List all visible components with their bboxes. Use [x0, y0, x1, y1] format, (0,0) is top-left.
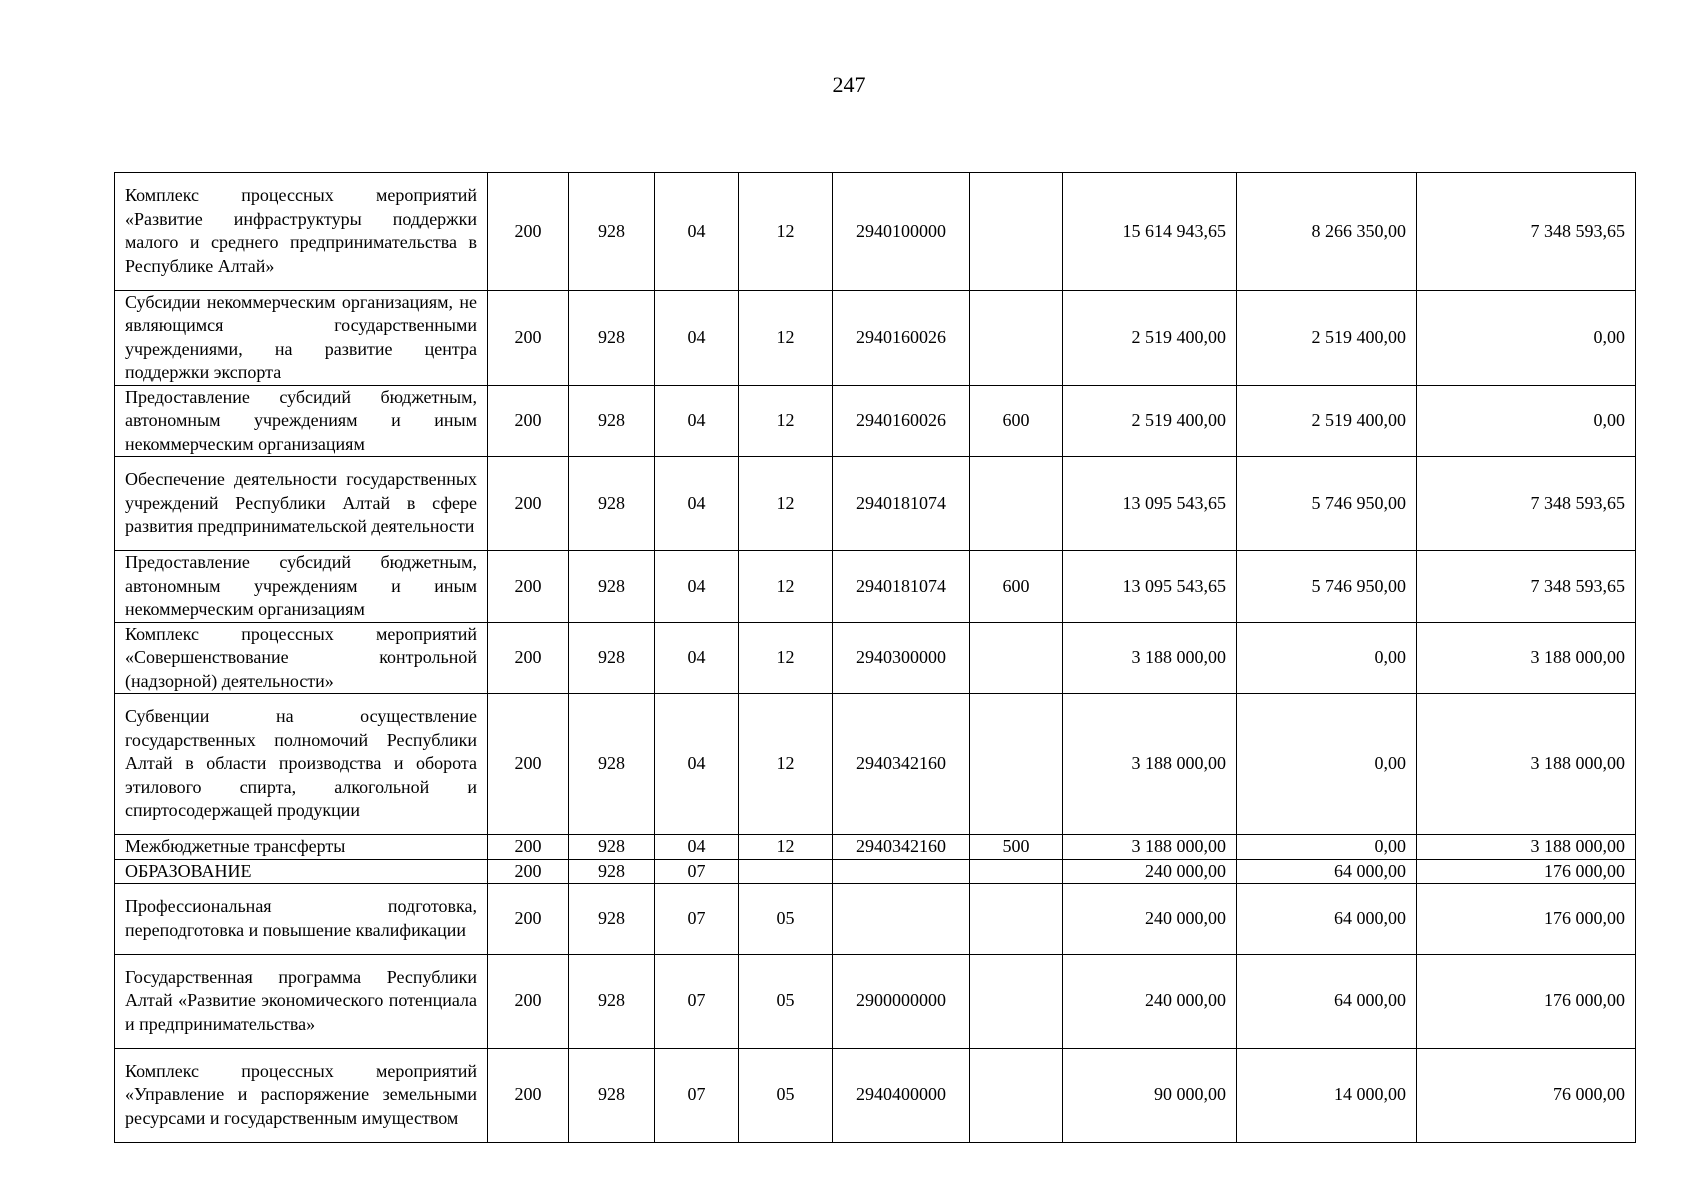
row-name-cell: [115, 694, 488, 835]
amount-regional-cell: 176 000,00: [1417, 859, 1636, 884]
code-cell-2: 928: [569, 551, 655, 623]
row-name-text: Субсидии некоммерческим организациям, не являющимся государственными учреждениями, на развитие центра поддержки экспорта: [125, 291, 477, 382]
table-row: [115, 622, 1636, 694]
row-name-cell: [115, 551, 488, 623]
amount-regional-cell: 176 000,00: [1417, 884, 1636, 955]
code-cell-2: 928: [569, 457, 655, 551]
row-name-cell: [115, 290, 488, 385]
expense-type-cell: [970, 622, 1063, 694]
table-row: [115, 290, 1636, 385]
amount-total-cell: 13 095 543,65: [1063, 551, 1237, 623]
subsection-cell: 05: [739, 884, 833, 955]
table-row: [115, 457, 1636, 551]
amount-federal-cell: 5 746 950,00: [1237, 551, 1417, 623]
subsection-cell: 12: [739, 385, 833, 457]
row-name-cell: [115, 1048, 488, 1142]
expense-type-cell: [970, 290, 1063, 385]
row-name-text: Предоставление субсидий бюджетным, автономным учреждениям и иным некоммерческим организациям: [125, 552, 477, 619]
row-name-text: Профессиональная подготовка, переподготовка и повышение квалификации: [125, 896, 477, 940]
target-article-cell: [833, 859, 970, 884]
expense-type-cell: 500: [970, 835, 1063, 860]
section-cell: 07: [655, 1048, 739, 1142]
section-cell: 04: [655, 622, 739, 694]
expense-type-cell: 600: [970, 385, 1063, 457]
target-article-cell: 2940100000: [833, 173, 970, 291]
amount-federal-cell: 14 000,00: [1237, 1048, 1417, 1142]
table-body: [115, 173, 1636, 1143]
amount-regional-cell: 0,00: [1417, 290, 1636, 385]
table-row: [115, 694, 1636, 835]
budget-table: [114, 172, 1636, 1143]
row-name-text: Предоставление субсидий бюджетным, автономным учреждениям и иным некоммерческим организациям: [125, 386, 477, 454]
section-cell: 04: [655, 457, 739, 551]
subsection-cell: 12: [739, 835, 833, 860]
row-name-cell: [115, 835, 488, 860]
code-cell-1: 200: [488, 835, 569, 860]
amount-federal-cell: 8 266 350,00: [1237, 173, 1417, 291]
amount-federal-cell: 64 000,00: [1237, 884, 1417, 955]
amount-federal-cell: 2 519 400,00: [1237, 290, 1417, 385]
table-row: [115, 859, 1636, 884]
code-cell-1: 200: [488, 954, 569, 1048]
target-article-cell: [833, 884, 970, 955]
amount-total-cell: 3 188 000,00: [1063, 622, 1237, 694]
expense-type-cell: [970, 694, 1063, 835]
code-cell-1: 200: [488, 859, 569, 884]
amount-regional-cell: 7 348 593,65: [1417, 173, 1636, 291]
target-article-cell: 2940300000: [833, 622, 970, 694]
row-name-cell: [115, 622, 488, 694]
row-name-text: Комплекс процессных мероприятий «Совершенствование контрольной (надзорной) деятельности»: [125, 623, 477, 691]
section-cell: 04: [655, 290, 739, 385]
section-cell: 07: [655, 954, 739, 1048]
code-cell-2: 928: [569, 385, 655, 457]
expense-type-cell: [970, 859, 1063, 884]
subsection-cell: 12: [739, 457, 833, 551]
subsection-cell: 12: [739, 551, 833, 623]
expense-type-cell: [970, 884, 1063, 955]
amount-total-cell: 2 519 400,00: [1063, 385, 1237, 457]
amount-regional-cell: 0,00: [1417, 385, 1636, 457]
table-row: [115, 835, 1636, 860]
table-row: [115, 385, 1636, 457]
code-cell-1: 200: [488, 457, 569, 551]
amount-total-cell: 2 519 400,00: [1063, 290, 1237, 385]
code-cell-1: 200: [488, 1048, 569, 1142]
code-cell-1: 200: [488, 385, 569, 457]
row-name-text: Государственная программа Республики Алтай «Развитие экономического потенциала и предпринимательства»: [125, 966, 477, 1034]
subsection-cell: 12: [739, 290, 833, 385]
expense-type-cell: [970, 457, 1063, 551]
row-name-text: Комплекс процессных мероприятий «Управление и распоряжение земельными ресурсами и государственным имуществом: [125, 1060, 477, 1128]
row-name-cell: [115, 859, 488, 884]
row-name-cell: [115, 457, 488, 551]
code-cell-1: 200: [488, 173, 569, 291]
amount-total-cell: 90 000,00: [1063, 1048, 1237, 1142]
subsection-cell: 12: [739, 173, 833, 291]
code-cell-2: 928: [569, 835, 655, 860]
amount-total-cell: 3 188 000,00: [1063, 835, 1237, 860]
amount-federal-cell: 64 000,00: [1237, 859, 1417, 884]
amount-regional-cell: 3 188 000,00: [1417, 622, 1636, 694]
row-name-text: Межбюджетные трансферты: [125, 836, 346, 856]
amount-total-cell: 240 000,00: [1063, 884, 1237, 955]
target-article-cell: 2940342160: [833, 694, 970, 835]
subsection-cell: 05: [739, 1048, 833, 1142]
row-name-text: ОБРАЗОВАНИЕ: [125, 860, 252, 881]
subsection-cell: 12: [739, 622, 833, 694]
code-cell-2: 928: [569, 290, 655, 385]
expense-type-cell: [970, 173, 1063, 291]
section-cell: 04: [655, 551, 739, 623]
code-cell-2: 928: [569, 859, 655, 884]
amount-total-cell: 3 188 000,00: [1063, 694, 1237, 835]
row-name-cell: [115, 385, 488, 457]
section-cell: 04: [655, 173, 739, 291]
amount-federal-cell: 0,00: [1237, 835, 1417, 860]
amount-regional-cell: 7 348 593,65: [1417, 457, 1636, 551]
target-article-cell: 2900000000: [833, 954, 970, 1048]
code-cell-2: 928: [569, 694, 655, 835]
row-name-text: Субвенции на осуществление государственных полномочий Республики Алтай в области производства и оборота этилового спирта, алкогольной и спиртосодержащей продукции: [125, 706, 477, 821]
amount-regional-cell: 176 000,00: [1417, 954, 1636, 1048]
section-cell: 04: [655, 385, 739, 457]
section-cell: 04: [655, 694, 739, 835]
amount-federal-cell: 0,00: [1237, 622, 1417, 694]
amount-regional-cell: 7 348 593,65: [1417, 551, 1636, 623]
code-cell-1: 200: [488, 884, 569, 955]
target-article-cell: 2940160026: [833, 385, 970, 457]
section-cell: 07: [655, 859, 739, 884]
row-name-cell: [115, 173, 488, 291]
target-article-cell: 2940342160: [833, 835, 970, 860]
expense-type-cell: [970, 954, 1063, 1048]
amount-regional-cell: 76 000,00: [1417, 1048, 1636, 1142]
amount-federal-cell: 64 000,00: [1237, 954, 1417, 1048]
target-article-cell: 2940181074: [833, 551, 970, 623]
amount-federal-cell: 2 519 400,00: [1237, 385, 1417, 457]
table-row: [115, 173, 1636, 291]
expense-type-cell: 600: [970, 551, 1063, 623]
amount-federal-cell: 0,00: [1237, 694, 1417, 835]
code-cell-2: 928: [569, 884, 655, 955]
code-cell-2: 928: [569, 1048, 655, 1142]
code-cell-1: 200: [488, 551, 569, 623]
code-cell-2: 928: [569, 622, 655, 694]
code-cell-1: 200: [488, 694, 569, 835]
subsection-cell: [739, 859, 833, 884]
section-cell: 04: [655, 835, 739, 860]
table-row: [115, 1048, 1636, 1142]
amount-regional-cell: 3 188 000,00: [1417, 694, 1636, 835]
table-row: [115, 954, 1636, 1048]
row-name-cell: [115, 884, 488, 955]
amount-total-cell: 15 614 943,65: [1063, 173, 1237, 291]
amount-regional-cell: 3 188 000,00: [1417, 835, 1636, 860]
target-article-cell: 2940400000: [833, 1048, 970, 1142]
row-name-text: Обеспечение деятельности государственных учреждений Республики Алтай в сфере развития предпринимательской деятельности: [125, 469, 477, 537]
target-article-cell: 2940160026: [833, 290, 970, 385]
code-cell-1: 200: [488, 290, 569, 385]
expense-type-cell: [970, 1048, 1063, 1142]
target-article-cell: 2940181074: [833, 457, 970, 551]
code-cell-2: 928: [569, 173, 655, 291]
subsection-cell: 05: [739, 954, 833, 1048]
subsection-cell: 12: [739, 694, 833, 835]
row-name-cell: [115, 954, 488, 1048]
code-cell-2: 928: [569, 954, 655, 1048]
section-cell: 07: [655, 884, 739, 955]
page-number: 247: [832, 72, 866, 97]
table-row: [115, 884, 1636, 955]
amount-federal-cell: 5 746 950,00: [1237, 457, 1417, 551]
table-row: [115, 551, 1636, 623]
code-cell-1: 200: [488, 622, 569, 694]
row-name-text: Комплекс процессных мероприятий «Развитие инфраструктуры поддержки малого и среднего предпринимательства в Республике Алтай»: [125, 185, 477, 276]
amount-total-cell: 13 095 543,65: [1063, 457, 1237, 551]
amount-total-cell: 240 000,00: [1063, 859, 1237, 884]
amount-total-cell: 240 000,00: [1063, 954, 1237, 1048]
